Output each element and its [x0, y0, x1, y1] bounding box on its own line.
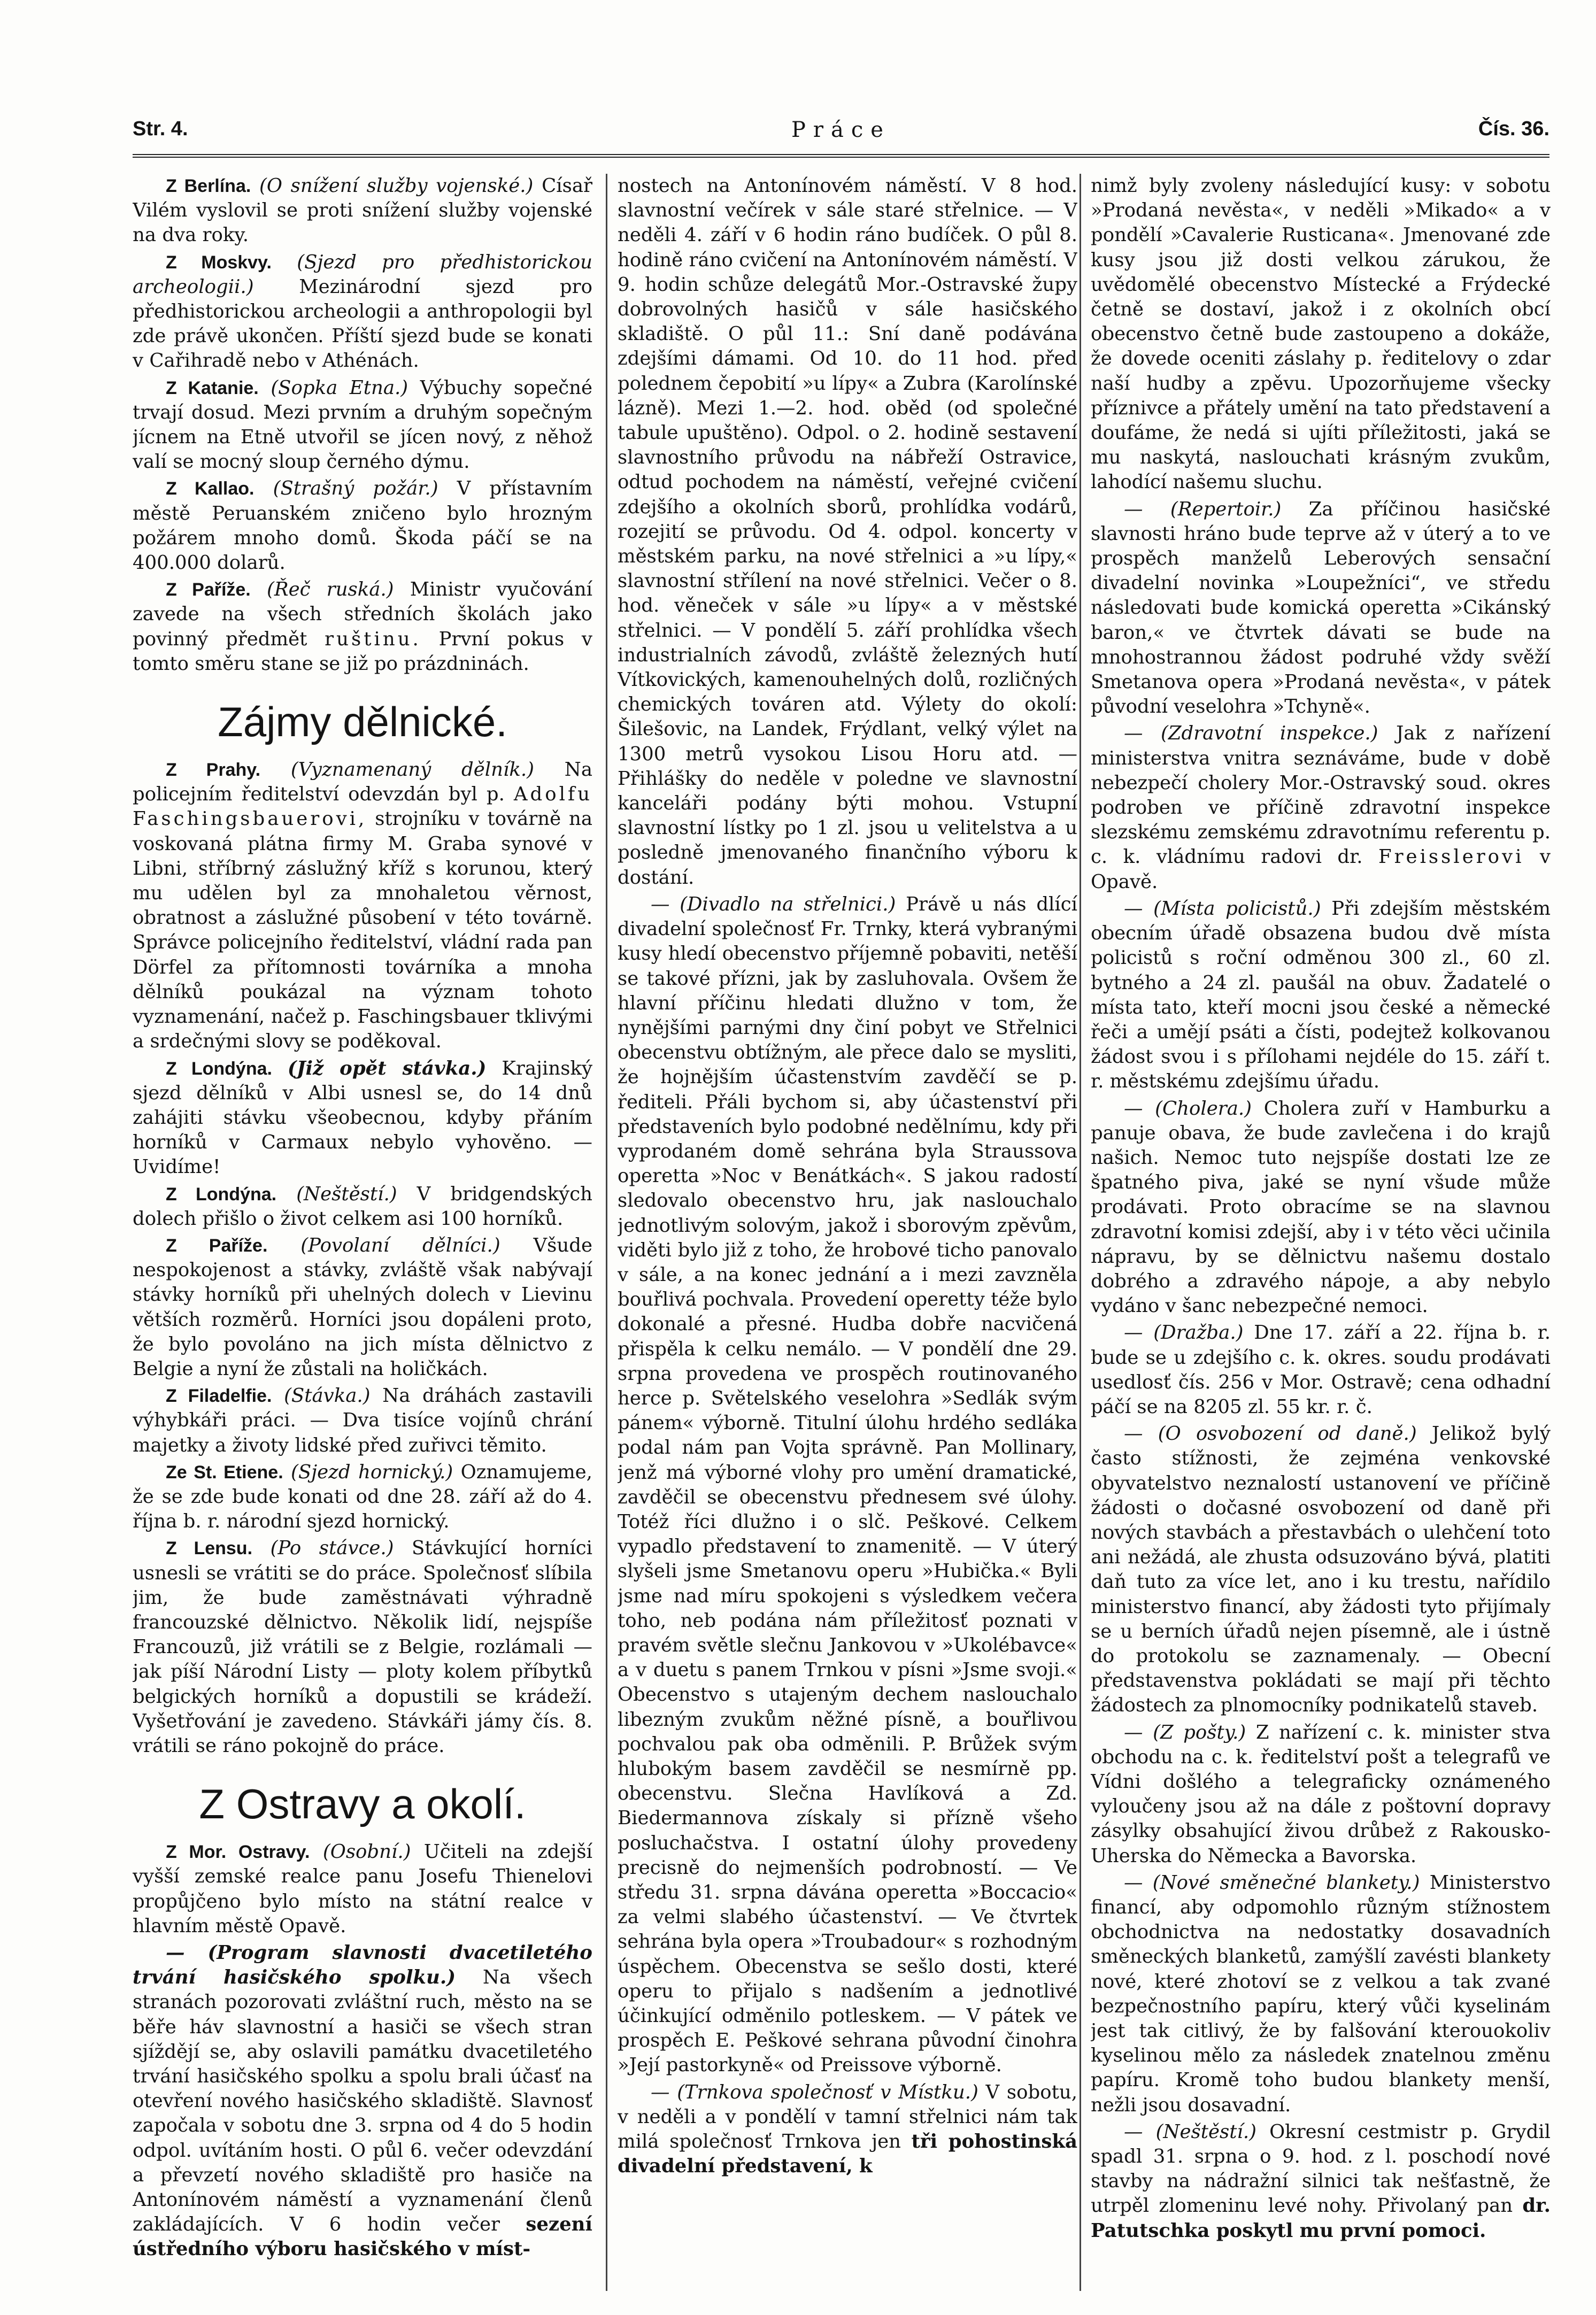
article-nestesti: — (Neštěstí.) Okresní cestmistr p. Grydil spadl 31. srpna o 9. hod. z l. poschodí nové stavby na nádražní silnici tak nešťastně, že utrpěl zlomeninu levé nohy. Přivolaný pan dr. Patutschka poskytl mu první pomoci.: [1091, 2120, 1551, 2242]
column-divider-1: [606, 174, 607, 2291]
article-moskva: Z Moskvy. (Sjezd pro předhistorickou archeologii.) Mezinárodní sjezd pro předhistorickou archeologii a anthropologii byl zde právě ukončen. Příští sjezd bude se konati v Cařihradě nebo v Athénách.: [133, 251, 592, 372]
article-zdravotni-inspekce: — (Zdravotní inspekce.) Jak z nařízení ministerstva vnitra seznáváme, bude v době nebezpečí cholery Mor.-Ostravský soud. okres podroben ve příčině zdravotní inspekce slezskému zemskému zdravotnímu referentu p. c. k. vládnímu radovi dr. Freisslerovi v Opavě.: [1091, 722, 1551, 893]
article-repertoir: — (Repertoir.) Za příčinou hasičské slavnosti hráno bude teprve až v úterý a to ve prospěch manželů Leberových sensační divadelní novinka »Loupežníci“, ve středu následovati bude komická operetta »Cikánský baron,« ve čtvrtek dávati se bude na mnohostrannou žádost podruhé vždy svěží Smetanova opera »Prodaná nevěsta«, v pátek původní veselohra »Tchyně«.: [1091, 498, 1551, 718]
article-filadelfie: Z Filadelfie. (Stávka.) Na dráhách zastavili výhybkáři práci. — Dva tisíce vojínů chrání majetky a životy lidské před zuřivci těmito.: [133, 1385, 592, 1456]
article-z-posty: — (Z pošty.) Z nařízení c. k. minister stva obchodu na c. k. ředitelství pošt a telegrafů ve Vídni došlého a telegraficky oznámeného vyloučeny jsou až na dále z poštovní dopravy zásylky obsahující živou drůbež z Rakousko-Uherska do Německa a Bavorska.: [1091, 1721, 1551, 1867]
column-2: [618, 174, 1077, 2291]
header-rule: [133, 154, 1549, 158]
article-berlin: Z Berlína. (O snížení služby vojenské.) Císař Vilém vyslovil se proti snížení služby vojenské na dva roky.: [133, 175, 592, 246]
column-3: [1091, 174, 1551, 2291]
article-lens: Z Lensu. (Po stávce.) Stávkující horníci usnesli se vrátiti se do práce. Společnosť slíbila jim, že bude zaměstnávati výhradně francouzské dělnictvo. Několik lidí, nejspíše Francouzů, již vrátili se z Belgie, rozlámali — jak píší Národní Listy — ploty kolem příbytků belgických horníků a dopustili se krádeží. Vyšetřování je zavedeno. Stávkáři jámy čís. 8. vrátili se ráno pokojně do práce.: [133, 1537, 592, 1757]
article-osvobozeni-od-dane: — (O osvobození od daně.) Jelikož bylý často stížnosti, že zejména venkovské obyvatelstvo neznalostí ustanovení ve příčině žádosti o dočasné osvobození od daně při nových stavbách a přestavbách o ulehčení toto ani nežádá, ale zhusta odsuzováno bývá, platiti daň tuto za více let, ano i ku trestu, nařídilo ministerstvo financí, aby žádosti tyto přijímaly se u berních úřadů nejen písemně, ale i ústně do protokolu se zaznamenaly. — Obecní představenstva pokládati se mají při těchto žádostech za plnomocníky podnikatelů staveb.: [1091, 1423, 1551, 1717]
article-praha: Z Prahy. (Vyznamenaný dělník.) Na policejním ředitelství odevzdán byl p. Adolfu Faschingsbauerovi, strojníku v továrně na voskovaná plátna firmy M. Graba synové v Libni, stříbrný záslužný kříž s korunou, který mu udělen byl za mnohaletou věrnost, obratnost a záslužné působení v této továrně. Správce policejního ředitelství, vládní rada pan Dörfel za přítomnosti továrníka a mnoha dělníků poukázal na význam tohoto vyznamenání, načež p. Faschingsbauer tklivými a srdečnými slovy se poděkoval.: [133, 759, 592, 1053]
article-kallao: Z Kallao. (Strašný požár.) V přístavním městě Peruanském zničeno bylo hrozným požárem mnoho domů. Škoda páčí se na 400.000 dolarů.: [133, 477, 592, 574]
article-londyn-1: Z Londýna. (Již opět stávka.) Krajinský sjezd dělníků v Albi usnesl se, do 14 dnů zahájiti stávku všeobecnou, kdyby přáním horníků v Carmaux nebylo vyhověno. — Uvidíme!: [133, 1057, 592, 1178]
column-1: [133, 174, 592, 2291]
article-program-continued: nostech na Antonínovém náměstí. V 8 hod. slavnostní večírek v sále staré střelnice. — V neděli 4. září v 6 hodin ráno budíček. O půl 8. hodině ráno cvičení na Antonínovém náměstí. V 9. hodin schůze delegátů Mor.-Ostravské župy dobrovolných hasičů v sále hasičského skladiště. O půl 11.: Sní daně podávána zdejšími dámami. Od 10. do 11 hod. před polednem čepobití »u lípy« a Zubra (Karolínské lázně). Mezi 1.—2. hod. oběd (od společné tabule upuštěno). Odpol. o 2. hodině sestavení slavnostního průvodu na nábřeží Ostravice, odtud pochodem na náměstí, veřejné cvičení zdejšího a okolních sborů, prohlídka vodárů, rozejití se průvodu. Od 4. odpol. koncerty v městském parku, na nové střelnici a »u lípy,« slavnostní střílení na nové střelnici. Večer o 8. hod. věneček v sále »u lípy« a v městské střelnici. — V pondělí 5. září prohlídka všech industrialních závodů, zvláště železných hutí Vítkovických, kamenouhelných dolů, rozličných chemických továren atd. Výlety do okolí: Šilešovic, na Landek, Frýdlant, velký výlet na 1300 metrů vysokou Lisou Horu atd. — Přihlášky do neděle v poledne ve slavnostní kanceláři podány býti mohou. Vstupní slavnostní lístky po 1 zl. jsou u velitelstva a u posledně jmenovaného finančního výboru k dostání.: [618, 175, 1077, 889]
article-divadlo-strelnice: — (Divadlo na střelnici.) Právě u nás dlící divadelní společnosť Fr. Trnky, která vybranými kusy hledí obecenstvo příjemně pobaviti, netěší se takové přízni, jak by zasluhovala. Ovšem že hlavní příčinu hledati dlužno v tom, že nynějšími parnými dny činí pobyt ve Střelnici obecenstvu obtížným, ale přece dalo se mysliti, že hojnějším účastenstvím zavděčí se p. řediteli. Přáli bychom si, aby účastenství při představeních bylo podobné nedělnímu, kdy při vyprodaném domě sehrána byla Straussova operetta »Noc v Benátkách«. S jakou radostí sledovalo obecenstvo hru, jak naslouchalo jednotlivým solovým, jakož i sborovým zpěvům, viděti bylo již z toho, že hrobové ticho panovalo v sále, a na konec jednání a i mezi zavzněla bouřlivá pochvala. Provedení operetty téže bylo dokonalé a přesné. Hudba dobře nacvičená přispěla k celku nemálo. — V pondělí dne 29. srpna provedena ve prospěch routinovaného herce p. Světelského veselohra »Sedlák svým pánem« výborně. Titulní úlohu hrdého sedláka podal nám pan Vojta správně. Pan Mollinary, jenž má výborné vlohy pro umění dramatické, zavděčil se obecenstvu přednesem své úlohy. Totéž říci dlužno i o slč. Peškové. Celkem vypadlo představení to znamenitě. — V úterý slyšeli jsme Smetanovu operu »Hubička.« Byli jsme nad míru spokojeni s výsledkem večera toho, neb podána nám příležitosť poznati v pravém světle slečnu Jankovou v »Ukolébavce« a v duetu s panem Trnkou v písni »Jsme svoji.« Obecenstvo s utajeným dechem naslouchalo libezným zvukům něžné písně, a bouřlivou pochvalou pak oba odměnili. P. Brůžek svým hlubokým basem zavděčil se nesmírně pp. obecenstvu. Slečna Havlíková a Zd. Biedermannova získaly si přízně všeho posluchačstva. I ostatní úlohy provedeny precisně do nejmenších podrobností. — Ve středu 31. srpna dávána operetta »Boccacio« za velmi slabého účastenství. — Ve čtvrtek sehrána byla opera »Troubadour« s rozhodným úspěchem. Obecenstva se sešlo dosti, které operu to přijalo s nadšením a jednotlivé účinkující odměnilo potleskem. — V pátek ve prospěch E. Peškové sehrana původní činohra »Její pastorkyně« od Preissove výborně.: [618, 893, 1077, 2077]
section-heading-zajmy-delnicke: Zájmy dělnické.: [218, 698, 507, 746]
newspaper-title: Práce: [791, 118, 891, 142]
article-drazba: — (Dražba.) Dne 17. září a 22. října b. r. bude se u zdejšího c. k. okres. soudu prodávati usedlosť čís. 256 v Mor. Ostravě; cena odhadní páčí se na 8205 zl. 55 kr. r. č.: [1091, 1322, 1551, 1418]
article-program-slavnosti: — (Program slavnosti dvacetiletého trvání hasičského spolku.) Na všech stranách pozorovati zvláštní ruch, město na se běře háv slavnostní a hasiči se všech stran sjíždějí se, aby oslavili památku dvacetiletého trvání hasičského spolku a spolu brali účasť na otevření nového hasičského skladiště. Slavnosť započala v sobotu dne 3. srpna od 4 do 5 hodin odpol. uvítáním hosti. O půl 6. večer odevzdání a převzetí nového skladiště pro hasiče na Antonínovém náměstí a vyznamenání členů zakládajících. V 6 hodin večer sezení ústředního výboru hasičského v míst-: [133, 1942, 592, 2260]
article-katanie: Z Katanie. (Sopka Etna.) Výbuchy sopečné trvají dosud. Mezi prvním a druhým sopečným jícnem na Etně utvořil se jícen nový, z něhož valí se mocný sloup černého dýmu.: [133, 376, 592, 473]
article-pariz-1: Z Paříže. (Řeč ruská.) Ministr vyučování zavede na všech středních školách jako povinný předmět ruštinu. První pokus v tomto směru stane se již po prázdninách.: [133, 578, 592, 675]
article-trnkova-continued: nimž byly zvoleny následující kusy: v sobotu »Prodaná nevěsta«, v neděli »Mikado« a v pondělí »Cavalerie Rusticana«. Jmenované zde kusy jsou již dosti velkou zárukou, že uvědomělé obecenstvo Místecké a Frýdecké četně se dostaví, jakož i z okolních obcí obecenstvo četně bude zastoupeno a dokáže, že dovede oceniti záslahy p. ředitelovy o zdar naší hudby a zpěvu. Upozorňujeme všecky příznivce a přátely umění na tato představení a doufáme, že nedá si ujíti příležitosti, jaká se mu naskytá, naslouchati krásným zvukům, lahodící našemu sluchu.: [1091, 175, 1551, 493]
article-cholera: — (Cholera.) Cholera zuří v Hamburku a panuje obava, že bude zavlečena i do krajů našich. Nemoc tuto nejspíše dostati lze ze špatného piva, jaké se nyní všude může prodávati. Proto obracíme se na slavnou zdravotní komisi zdejší, aby i v této věci učinila nápravu, by se dělnictvu našemu dostalo dobrého a zdravého nápoje, a aby nebylo vydáno v šanc nebezpečné nemoci.: [1091, 1097, 1551, 1317]
article-st-etiene: Ze St. Etiene. (Sjezd hornický.) Oznamujeme, že se zde bude konati od dne 28. září až do 4. října b. r. národní sjezd hornický.: [133, 1461, 592, 1533]
article-trnkova-spolecnost: — (Trnkova společnosť v Místku.) V sobotu, v neděli a v pondělí v tamní střelnici nám tak milá společnosť Trnkova jen tři pohostinská divadelní představení, k: [618, 2081, 1077, 2178]
page-header: [133, 118, 1549, 155]
article-smenecne-blankety: — (Nové směnečné blankety.) Ministerstvo financí, aby odpomohlo různým stížnostem obchodnictva na nedostatky dosavadních směneckých blanketů, zamýšlí zavésti blankety nové, které zhotoví se z velkou a tak zvané bezpečnostního papíru, který vůči kyselinám jest tak citlivý, že by falšování kterouokoliv kyselinou mělo za následek znatelnou změnu papíru. Kromě toho budou blankety menší, nežli jsou dosavadní.: [1091, 1871, 1551, 2116]
article-mor-ostrava: Z Mor. Ostravy. (Osobní.) Učiteli na zdejší vyšší zemské realce panu Josefu Thienelovi propůjčeno bylo místo na státní realce v hlavním městě Opavě.: [133, 1841, 592, 1937]
section-heading-ostrava: Z Ostravy a okolí.: [199, 1780, 526, 1828]
article-mista-policistu: — (Místa policistů.) Při zdejším městském obecním úřadě obsazena budou dvě místa policistů s roční odměnou 300 zl., 60 zl. bytného a 24 zl. paušál na obuv. Žadatelé o místa tato, kteří mocni jsou české a německé řeči a umějí psáti a čísti, podejtež kolkovanou žádost svou i s přílohami nejdéle do 15. září t. r. městskému zdejšímu úřadu.: [1091, 897, 1551, 1093]
column-divider-2: [1080, 174, 1081, 2291]
article-pariz-2: Z Paříže. (Povolaní dělníci.) Všude nespokojenost a stávky, zvláště však nabývají stávky horníků při uhelných dolech v Lievinu větších rozměrů. Horníci jsou dopáleni proto, že bylo povoláno na jich místa dělnictvo z Belgie a nyní že zůstali na holičkách.: [133, 1234, 592, 1380]
page-number: Str. 4.: [133, 118, 188, 140]
article-londyn-2: Z Londýna. (Neštěstí.) V bridgendských dolech přišlo o život celkem asi 100 horníků.: [133, 1183, 592, 1230]
issue-number: Čís. 36.: [1478, 118, 1549, 140]
